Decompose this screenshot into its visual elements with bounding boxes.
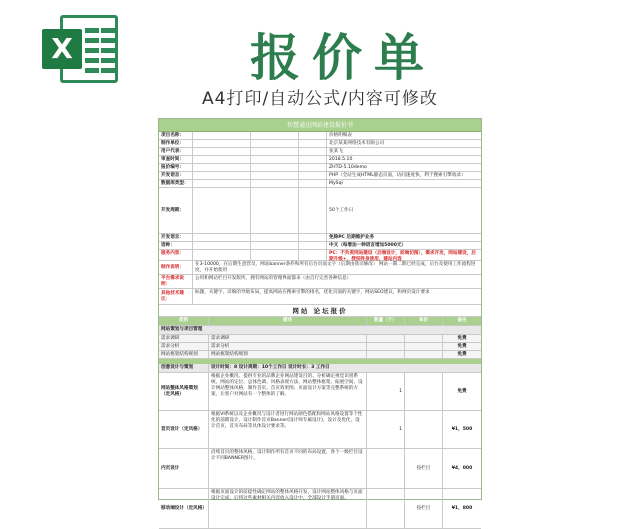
col-header: 描述 [209, 317, 367, 325]
cell[interactable] [299, 242, 327, 249]
sheet-title: 智慧通达网站建设报价书 [159, 119, 481, 132]
extra-row [159, 242, 481, 250]
row-qty[interactable] [367, 449, 405, 488]
col-header: 单价 [405, 317, 443, 325]
cell[interactable] [251, 250, 299, 260]
cell[interactable] [299, 164, 327, 171]
info-value: MySql [329, 181, 343, 186]
col-header: 备注 [457, 318, 467, 323]
row-note: 免费 [457, 352, 467, 357]
info-row [159, 140, 481, 148]
extra-label: 服务内容： [159, 250, 193, 260]
cell[interactable] [251, 180, 299, 187]
info-row [159, 180, 481, 188]
row-name: 首页设计（定风格） [159, 411, 209, 448]
header-banner [0, 0, 640, 118]
cell[interactable] [299, 148, 327, 155]
info-label: 项目名称： [159, 132, 193, 139]
table-row [159, 489, 481, 529]
extra-value: 中文（每增加一种语言增加5000元） [329, 243, 407, 248]
period-label: 开发周期： [159, 188, 193, 233]
cell[interactable] [193, 172, 251, 179]
period-value: 50个工作日 [329, 207, 354, 213]
table-row [159, 351, 481, 359]
row-note: ¥4，000 [451, 465, 473, 471]
table-row [159, 335, 481, 343]
row-qty[interactable]: 1 [367, 373, 405, 410]
row-note: ¥1，800 [451, 505, 473, 511]
note-text: 标题，关键字，详细的导航布局，提高网站在搜索引擎的排名，优化页面的关键字，网站SEO建议，和网页设计要求 [195, 290, 430, 295]
extra-value: 免除PC 后期维护业务 [329, 235, 375, 240]
grid-cell-shape [85, 48, 99, 53]
cell[interactable] [251, 188, 299, 233]
row-price[interactable] [405, 373, 443, 410]
cell[interactable] [193, 132, 251, 139]
row-desc: 需求分析 [209, 343, 367, 350]
info-label: 用户代表： [159, 148, 193, 155]
cell[interactable] [193, 234, 251, 241]
group-row [159, 364, 481, 373]
info-label: 审查时间： [159, 156, 193, 163]
group1-rows [159, 335, 481, 359]
group-label: 创意设计与策划 [159, 364, 209, 372]
cell[interactable] [251, 242, 299, 249]
cell[interactable] [299, 188, 327, 233]
row-desc: 需求调研 [209, 335, 367, 342]
cell[interactable] [193, 156, 251, 163]
row-note: 免费 [457, 388, 467, 394]
col-header: 数量（个） [367, 317, 405, 325]
cell[interactable] [299, 250, 327, 260]
cell[interactable] [251, 132, 299, 139]
row-name: 需求调研 [159, 335, 209, 342]
info-block [159, 132, 481, 188]
note-row [159, 275, 481, 289]
group-summary: 设计时间：8 设计周期：10个工作日 设计时长：3 工作日 [211, 365, 330, 370]
note-row [159, 289, 481, 305]
cell[interactable] [193, 164, 251, 171]
row-note: 免费 [457, 336, 467, 341]
row-name: 内页设计 [159, 449, 209, 488]
info-row [159, 132, 481, 140]
cell[interactable] [251, 156, 299, 163]
info-value: 价格明细表 [329, 133, 352, 138]
grid-cell-shape [101, 28, 115, 33]
excel-badge: X [42, 29, 82, 69]
design-rows [159, 373, 481, 529]
table-row [159, 343, 481, 351]
excel-icon [42, 15, 118, 83]
info-label: 开发语言： [159, 172, 193, 179]
info-value: PHP（全站生成HTML静态页面，访问速度快，利于搜索引擎收录） [329, 173, 466, 178]
row-name: 需求分析 [159, 343, 209, 350]
row-qty[interactable] [367, 489, 405, 528]
row-desc: 沿续首页的整体风格，设计制作所有首页不同的布局设置，各个一级栏目设计不同BANNER图片。 [209, 449, 367, 488]
cell[interactable] [299, 156, 327, 163]
extra-row [159, 234, 481, 242]
cell[interactable] [299, 140, 327, 147]
info-label: 数据库类型： [159, 180, 193, 187]
info-row [159, 148, 481, 156]
row-price[interactable] [405, 351, 443, 358]
row-price[interactable] [405, 411, 443, 448]
grid-cell-shape [101, 58, 115, 63]
cell[interactable] [193, 140, 251, 147]
row-price[interactable] [405, 335, 443, 342]
cell[interactable] [193, 188, 251, 233]
note-label: 平台需求说明： [159, 275, 193, 288]
info-label: 制作单位： [159, 140, 193, 147]
row-name: 移动端设计（定风格） [159, 489, 209, 528]
extra-label: 开发语言： [159, 234, 193, 241]
table-header [159, 317, 481, 326]
extra-value: PC：不负责网站建设（后端设计，前端切图），需求开发，网站建设，后期升级+，授权终身使用，建站内容 [329, 251, 476, 262]
table-row [159, 373, 481, 411]
table-row [159, 411, 481, 449]
section-title: 网站 论坛报价 [159, 305, 481, 317]
cell[interactable] [299, 132, 327, 139]
row-price[interactable] [405, 343, 443, 350]
row-note: ¥1，500 [451, 426, 473, 432]
group-row [159, 326, 481, 335]
group-label: 网站策划与项目管理 [161, 327, 203, 332]
cell[interactable] [251, 164, 299, 171]
cell[interactable] [251, 140, 299, 147]
row-desc: 根据VI系统以及企业概况与设计者进行网站颜色搭配和网站风格设置等个性化的前期设计，设计制作首页Banner(设计师专属设计)，设计及优化，设计首页，首页布局等具体设计要求等。 [209, 411, 367, 448]
cell[interactable] [193, 180, 251, 187]
info-label: 报价编号： [159, 164, 193, 171]
note-label: 制作说明： [159, 261, 193, 274]
main-title: 报价单 [250, 29, 436, 87]
row-price[interactable]: 按栏目 [405, 449, 443, 488]
extra-block [159, 234, 481, 261]
cell[interactable] [251, 234, 299, 241]
grid-cell-shape [85, 68, 99, 73]
note-text: 公用和网站栏目开发版块，拥有网站的管理界面都来（由自行完善各种信息） [195, 276, 352, 281]
row-note: 免费 [457, 344, 467, 349]
grid-cell-shape [85, 28, 99, 33]
extra-row [159, 250, 481, 261]
info-value: 北京某某网络技术有限公司 [329, 141, 385, 146]
grid-cell-shape [85, 58, 99, 63]
row-desc: 网站框架结构规划 [209, 351, 367, 358]
table-row [159, 449, 481, 489]
cell[interactable] [299, 234, 327, 241]
cell[interactable] [299, 180, 327, 187]
grid-cell-shape [101, 68, 115, 73]
row-price[interactable]: 按栏目 [405, 489, 443, 528]
cell[interactable] [193, 148, 251, 155]
info-value: 张某飞 [329, 149, 343, 154]
grid-cell-shape [101, 48, 115, 53]
info-value: ZHTD-5.10demo [329, 165, 367, 170]
grid-cell-shape [101, 38, 115, 43]
info-value: 2018.5.10 [329, 157, 353, 162]
row-qty[interactable] [367, 335, 405, 342]
period-row [159, 188, 481, 234]
info-row [159, 164, 481, 172]
row-qty[interactable]: 1 [367, 411, 405, 448]
cell[interactable] [251, 172, 299, 179]
info-row [159, 172, 481, 180]
row-qty[interactable] [367, 343, 405, 350]
grid-cell-shape [85, 38, 99, 43]
notes-block [159, 261, 481, 305]
note-label: 其他技术建议： [159, 289, 193, 304]
row-name: 网站框架结构规划 [159, 351, 209, 358]
cell[interactable] [299, 172, 327, 179]
note-row [159, 261, 481, 275]
cell[interactable] [193, 250, 251, 260]
note-text: 在3-10000，在后期生意营员，网站banner条件和所有后台页面文字（后期由我司修改） 网站一期二期已经完成，后台及使用工作流程进度，并开始使用 [195, 262, 476, 273]
info-row [159, 156, 481, 164]
cell[interactable] [193, 242, 251, 249]
row-desc: 根据企业概况、提供专业的品牌企业网站建设目的、分析确定视觉识别系统、网站的定位、总体色调、风格表现方法、网站整体框架、拓展空间、设计网站整体风格，制作首页、首页效果图、页面设计方案等完整系统的方案，让客户对网站有一个整体的了解。 [209, 373, 367, 410]
cell[interactable] [251, 148, 299, 155]
quotation-sheet [158, 118, 482, 511]
subtitle: A4打印/自动公式/内容可修改 [202, 89, 438, 109]
row-name: 网站整体风格策划（定风格） [159, 373, 209, 410]
col-header: 类别 [159, 317, 209, 325]
row-qty[interactable] [367, 351, 405, 358]
extra-label: 语种： [159, 242, 193, 249]
row-desc: 根据页面设计的前提性确定网站的整体风格开发，设计网站整体风格与页面设计完成，后将这些素材相关内容放入设计中，全部设计手册页面。 [209, 489, 367, 528]
